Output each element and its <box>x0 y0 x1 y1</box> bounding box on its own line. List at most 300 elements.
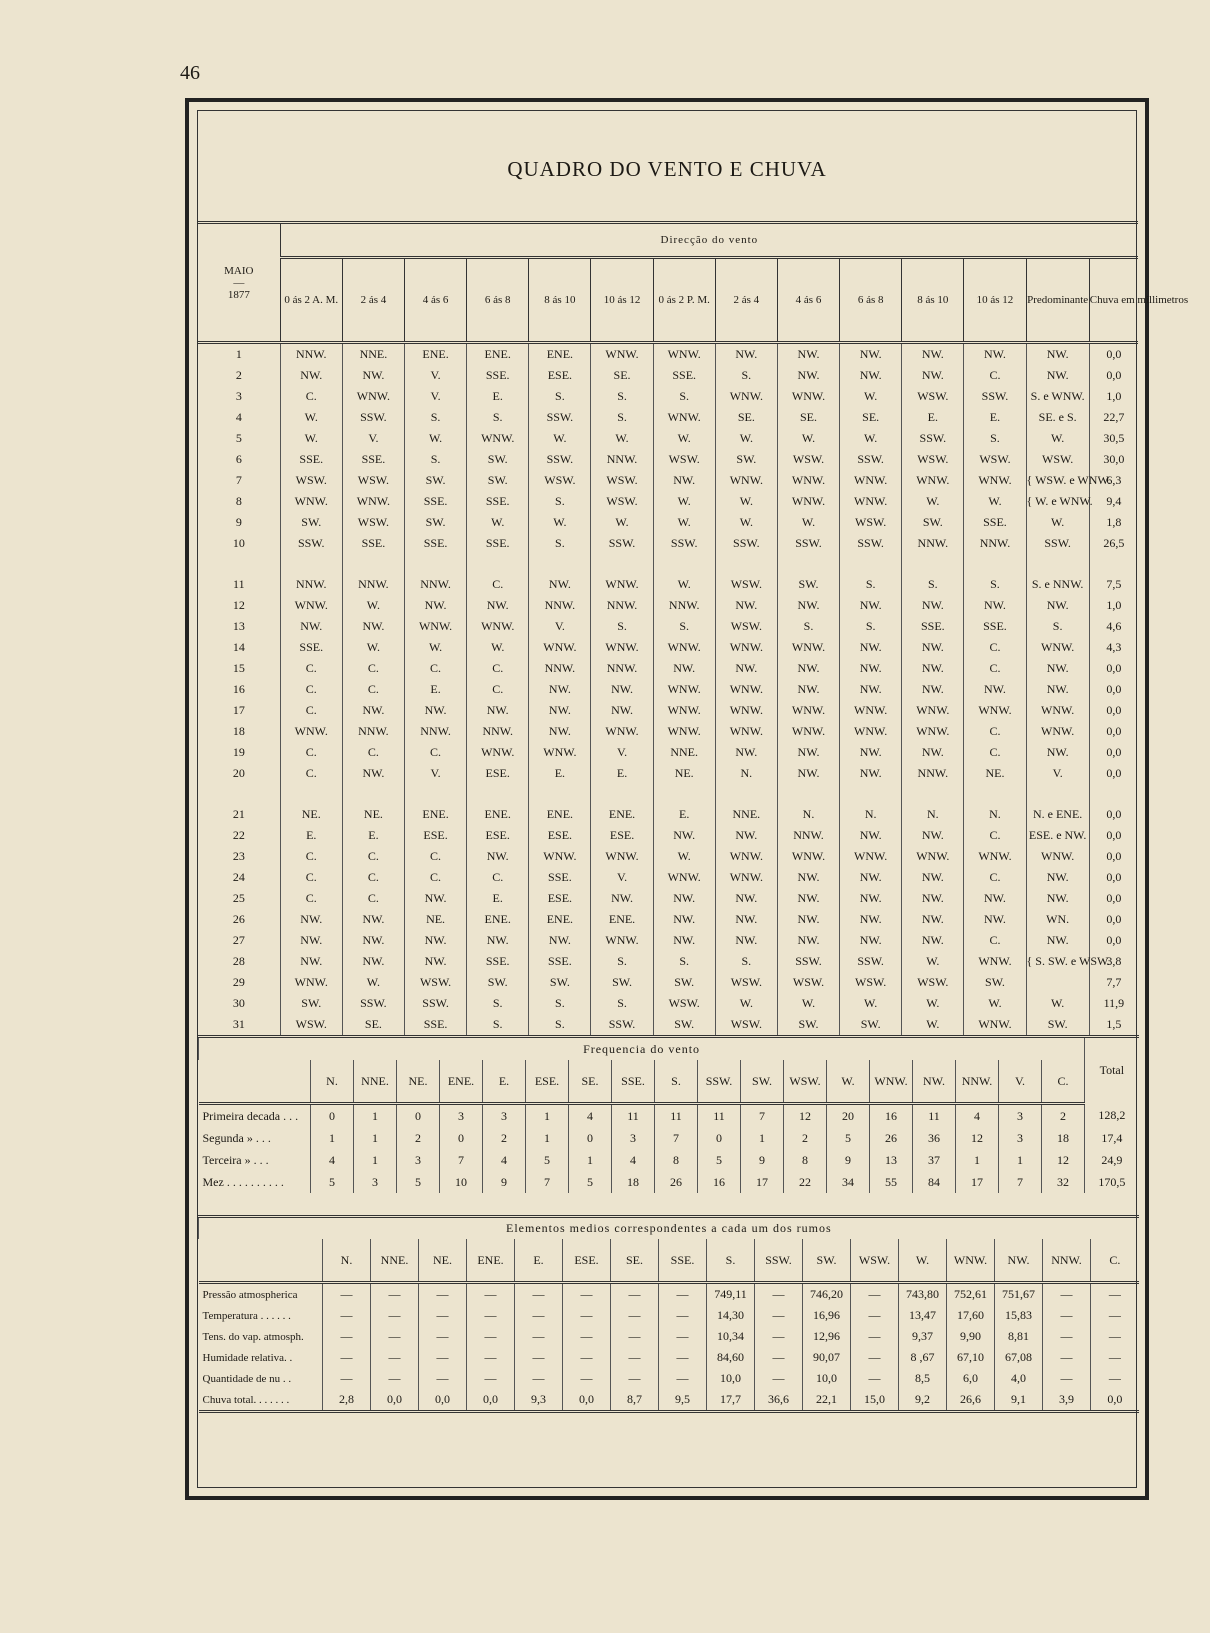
year-label: 1877 <box>227 288 250 301</box>
table-cell: NW. <box>1026 595 1089 616</box>
frequency-total: 170,5 <box>1085 1171 1139 1193</box>
elements-cell: 9,37 <box>899 1326 947 1347</box>
column-header: 2 ás 4 <box>715 258 777 343</box>
elements-cell: — <box>515 1368 563 1389</box>
table-cell: 0,0 <box>1089 909 1138 930</box>
table-cell: ESE. <box>467 763 529 784</box>
table-cell: NW. <box>404 930 466 951</box>
table-cell: S. <box>964 428 1026 449</box>
elements-cell: 0,0 <box>563 1389 611 1412</box>
frequency-total: 128,2 <box>1085 1104 1139 1128</box>
table-cell: NW. <box>902 867 964 888</box>
day-row <box>198 888 1138 909</box>
table-cell: S. <box>467 993 529 1014</box>
frequency-row <box>199 1149 1139 1171</box>
table-cell: WSW. <box>715 574 777 595</box>
column-header: 0 ás 2 P. M. <box>653 258 715 343</box>
table-cell: WNW. <box>653 867 715 888</box>
table-cell: C. <box>964 365 1026 386</box>
day-row <box>198 512 1138 533</box>
table-cell: ENE. <box>467 909 529 930</box>
table-cell: NW. <box>342 616 404 637</box>
gap-cell <box>1089 554 1138 574</box>
table-cell: WNW. <box>591 637 653 658</box>
table-cell: NW. <box>964 343 1026 366</box>
day-number: 13 <box>232 619 245 633</box>
day-number: 17 <box>232 703 245 717</box>
table-cell: NW. <box>840 888 902 909</box>
table-cell: WNW. <box>964 470 1026 491</box>
table-cell: NNW. <box>902 533 964 554</box>
table-cell: WNW. <box>777 700 839 721</box>
table-cell: W. <box>715 491 777 512</box>
table-cell: C. <box>280 679 342 700</box>
gap-cell <box>280 784 342 804</box>
table-cell: NW. <box>280 951 342 972</box>
gap-cell <box>777 554 839 574</box>
table-cell: SW. <box>467 470 529 491</box>
table-cell: NW. <box>840 595 902 616</box>
frequency-cell: 34 <box>827 1171 870 1193</box>
table-cell: WNW. <box>715 386 777 407</box>
elements-row-label: Chuva total. . . . . . . <box>202 1393 290 1406</box>
table-cell: C. <box>964 637 1026 658</box>
elements-header: WSW. <box>851 1239 899 1283</box>
day-row <box>198 428 1138 449</box>
table-cell: W. <box>715 993 777 1014</box>
frequency-header: W. <box>827 1060 870 1104</box>
day-number: 21 <box>232 807 245 821</box>
table-cell: V. <box>404 365 466 386</box>
elements-cell: — <box>323 1368 371 1389</box>
table-cell: WNW. <box>902 846 964 867</box>
table-cell: NNW. <box>591 658 653 679</box>
table-cell: SSW. <box>529 407 591 428</box>
day-row <box>198 1014 1138 1035</box>
table-cell: SSW. <box>715 533 777 554</box>
table-cell: ENE. <box>591 909 653 930</box>
table-cell: NW. <box>840 763 902 784</box>
day-row <box>198 909 1138 930</box>
table-cell: S. <box>653 951 715 972</box>
table-cell: C. <box>280 846 342 867</box>
table-cell: 1,0 <box>1089 386 1138 407</box>
day-number: 29 <box>232 975 245 989</box>
day-number: 11 <box>233 577 245 591</box>
table-cell: NNW. <box>280 574 342 595</box>
table-cell: NE. <box>653 763 715 784</box>
table-cell: SW. <box>1026 1014 1089 1035</box>
table-cell: WNW. <box>964 700 1026 721</box>
table-cell: E. <box>342 825 404 846</box>
elements-cell: 3,9 <box>1043 1389 1091 1412</box>
elements-header: NW. <box>995 1239 1043 1283</box>
table-cell: C. <box>964 867 1026 888</box>
table-cell: 0,0 <box>1089 825 1138 846</box>
table-cell: SSW. <box>591 1014 653 1035</box>
table-cell: V. <box>591 867 653 888</box>
table-cell: SE. <box>777 407 839 428</box>
table-cell: WSW. <box>591 491 653 512</box>
frequency-cell: 4 <box>612 1149 655 1171</box>
table-cell: NE. <box>280 804 342 825</box>
elements-cell: — <box>1043 1283 1091 1306</box>
elements-cell: 36,6 <box>755 1389 803 1412</box>
table-cell: NW. <box>777 658 839 679</box>
frequency-cell: 7 <box>999 1171 1042 1193</box>
elements-cell: — <box>419 1305 467 1326</box>
elements-cell: 9,90 <box>947 1326 995 1347</box>
table-cell: NW. <box>964 595 1026 616</box>
table-cell: S. <box>467 1014 529 1035</box>
elements-row <box>199 1389 1139 1412</box>
elements-corner <box>199 1239 323 1283</box>
frequency-cell: 22 <box>784 1171 827 1193</box>
table-cell: NW. <box>902 637 964 658</box>
frequency-cell: 1 <box>354 1149 397 1171</box>
day-number: 4 <box>235 410 242 424</box>
elements-cell: — <box>611 1305 659 1326</box>
mean-elements-table <box>198 1215 1139 1413</box>
table-cell: NW. <box>1026 365 1089 386</box>
table-cell: NW. <box>1026 679 1089 700</box>
table-cell: NW. <box>840 679 902 700</box>
table-cell: WSW. <box>715 616 777 637</box>
elements-cell: — <box>419 1368 467 1389</box>
table-cell: E. <box>280 825 342 846</box>
table-cell: 0,0 <box>1089 804 1138 825</box>
frequency-cell: 0 <box>311 1104 354 1128</box>
table-cell: NW. <box>777 867 839 888</box>
table-cell: { S. SW. e WSW. <box>1026 951 1089 972</box>
table-cell: S. <box>529 386 591 407</box>
table-cell: S. <box>715 365 777 386</box>
day-number: 28 <box>232 954 245 968</box>
elements-row-label: Pressão atmospherica <box>202 1288 298 1301</box>
table-cell: WNW. <box>591 574 653 595</box>
frequency-cell: 11 <box>655 1104 698 1128</box>
table-cell: N. <box>840 804 902 825</box>
table-cell: S. <box>529 491 591 512</box>
day-row <box>198 343 1138 366</box>
frequency-header: C. <box>1042 1060 1085 1104</box>
frequency-cell: 8 <box>784 1149 827 1171</box>
table-cell: 26,5 <box>1089 533 1138 554</box>
table-cell: N. <box>964 804 1026 825</box>
elements-cell: — <box>371 1305 419 1326</box>
table-cell: C. <box>964 658 1026 679</box>
table-cell: S. <box>529 533 591 554</box>
table-cell: NNE. <box>653 742 715 763</box>
elements-cell: 26,6 <box>947 1389 995 1412</box>
table-cell: SSE. <box>280 449 342 470</box>
elements-cell: — <box>659 1305 707 1326</box>
table-cell: 7,5 <box>1089 574 1138 595</box>
table-cell: C. <box>964 742 1026 763</box>
wind-frequency-table <box>198 1035 1139 1193</box>
elements-cell: 90,07 <box>803 1347 851 1368</box>
table-cell: ENE. <box>529 909 591 930</box>
table-cell: W. <box>1026 993 1089 1014</box>
table-cell: NW. <box>902 909 964 930</box>
frequency-title: Frequencia do vento <box>199 1037 1085 1061</box>
table-cell: 0,0 <box>1089 867 1138 888</box>
elements-cell: — <box>323 1305 371 1326</box>
table-cell: C. <box>404 742 466 763</box>
day-number: 20 <box>232 766 245 780</box>
elements-header: SE. <box>611 1239 659 1283</box>
elements-cell: 8,5 <box>899 1368 947 1389</box>
day-number: 16 <box>232 682 245 696</box>
frequency-cell: 1 <box>311 1127 354 1149</box>
frequency-cell: 5 <box>569 1171 612 1193</box>
table-cell: 0,0 <box>1089 365 1138 386</box>
table-cell: SW. <box>467 449 529 470</box>
frequency-cell: 5 <box>397 1171 440 1193</box>
column-header: 4 ás 6 <box>404 258 466 343</box>
frequency-corner <box>199 1060 311 1104</box>
table-cell: NNW. <box>467 721 529 742</box>
table-cell: S. <box>840 616 902 637</box>
elements-cell: — <box>467 1347 515 1368</box>
month-divider: — <box>233 276 245 289</box>
table-cell: NW. <box>777 595 839 616</box>
table-cell: NW. <box>280 365 342 386</box>
page-number: 46 <box>180 62 200 84</box>
elements-cell: — <box>563 1326 611 1347</box>
table-cell: WSW. <box>653 993 715 1014</box>
frequency-cell: 4 <box>956 1104 999 1128</box>
gap-cell <box>342 784 404 804</box>
gap-cell <box>467 784 529 804</box>
table-cell: WNW. <box>529 846 591 867</box>
table-cell: NE. <box>342 804 404 825</box>
table-cell: W. <box>591 428 653 449</box>
table-cell: WNW. <box>902 700 964 721</box>
table-cell: S. <box>529 993 591 1014</box>
table-cell: NW. <box>342 909 404 930</box>
table-cell: WNW. <box>964 846 1026 867</box>
table-cell: NNW. <box>342 574 404 595</box>
elements-title: Elementos medios correspondentes a cada um dos rumos <box>199 1217 1139 1240</box>
table-cell: ENE. <box>467 804 529 825</box>
elements-cell: 15,0 <box>851 1389 899 1412</box>
table-cell: S. <box>404 407 466 428</box>
table-cell: WNW. <box>840 470 902 491</box>
table-cell: S. <box>777 616 839 637</box>
elements-header: SSW. <box>755 1239 803 1283</box>
table-cell: NW. <box>840 909 902 930</box>
frequency-header: SW. <box>741 1060 784 1104</box>
table-cell: C. <box>964 825 1026 846</box>
table-cell: WNW. <box>840 700 902 721</box>
elements-cell: — <box>1043 1347 1091 1368</box>
day-row <box>198 867 1138 888</box>
frequency-cell: 9 <box>483 1171 526 1193</box>
gap-cell <box>1026 554 1089 574</box>
day-row <box>198 533 1138 554</box>
table-cell: C. <box>404 846 466 867</box>
elements-cell: — <box>755 1326 803 1347</box>
row-gap <box>198 554 1138 574</box>
table-cell: WNW. <box>777 637 839 658</box>
table-cell: WNW. <box>280 595 342 616</box>
elements-cell: 8 ,67 <box>899 1347 947 1368</box>
elements-header: S. <box>707 1239 755 1283</box>
table-cell: NW. <box>840 637 902 658</box>
table-cell: N. <box>902 804 964 825</box>
table-cell: V. <box>404 386 466 407</box>
frequency-cell: 1 <box>956 1149 999 1171</box>
table-cell: C. <box>467 574 529 595</box>
table-cell: W. <box>653 574 715 595</box>
elements-cell: 746,20 <box>803 1283 851 1306</box>
table-cell: WNW. <box>840 846 902 867</box>
table-cell: SSW. <box>777 533 839 554</box>
frequency-cell: 3 <box>397 1149 440 1171</box>
table-cell: WSW. <box>653 449 715 470</box>
table-cell: W. <box>467 637 529 658</box>
elements-row <box>199 1305 1139 1326</box>
table-cell: WSW. <box>1026 449 1089 470</box>
table-cell: WNW. <box>591 343 653 366</box>
table-cell: W. <box>342 595 404 616</box>
table-cell: SW. <box>404 512 466 533</box>
table-cell: S. <box>591 407 653 428</box>
day-row <box>198 658 1138 679</box>
table-cell: NW. <box>1026 658 1089 679</box>
table-cell: NW. <box>964 909 1026 930</box>
table-cell: WNW. <box>280 491 342 512</box>
table-cell: NNW. <box>777 825 839 846</box>
table-cell: ENE. <box>404 343 466 366</box>
table-cell: NW. <box>715 909 777 930</box>
table-cell: C. <box>280 386 342 407</box>
frequency-cell: 10 <box>440 1171 483 1193</box>
table-cell: NW. <box>404 595 466 616</box>
table-cell: WNW. <box>653 721 715 742</box>
elements-cell: 12,96 <box>803 1326 851 1347</box>
frequency-cell: 0 <box>569 1127 612 1149</box>
elements-cell: 84,60 <box>707 1347 755 1368</box>
frequency-cell: 16 <box>698 1171 741 1193</box>
elements-row <box>199 1347 1139 1368</box>
table-cell: E. <box>467 386 529 407</box>
table-cell: NW. <box>1026 742 1089 763</box>
table-cell: 0,0 <box>1089 742 1138 763</box>
table-cell: WSW. <box>777 972 839 993</box>
gap-cell <box>198 784 280 804</box>
day-row <box>198 700 1138 721</box>
table-cell: NW. <box>715 595 777 616</box>
elements-cell: 749,11 <box>707 1283 755 1306</box>
table-cell: NW. <box>840 343 902 366</box>
table-cell: 0,0 <box>1089 888 1138 909</box>
day-row <box>198 825 1138 846</box>
table-cell: SW. <box>902 512 964 533</box>
table-cell: 4,3 <box>1089 637 1138 658</box>
elements-cell: — <box>419 1283 467 1306</box>
table-cell: NW. <box>715 658 777 679</box>
table-cell: SSE. <box>467 365 529 386</box>
row-gap <box>198 784 1138 804</box>
table-cell: S. e NNW. <box>1026 574 1089 595</box>
elements-row-label: Tens. do vap. atmosph. <box>202 1330 304 1343</box>
column-header: Predominante <box>1026 258 1089 343</box>
frequency-header: E. <box>483 1060 526 1104</box>
table-cell: 22,7 <box>1089 407 1138 428</box>
column-header: 4 ás 6 <box>777 258 839 343</box>
table-cell: C. <box>342 742 404 763</box>
table-cell: S. <box>653 616 715 637</box>
frequency-header: NNW. <box>956 1060 999 1104</box>
elements-cell: — <box>467 1283 515 1306</box>
table-cell: SSE. <box>342 449 404 470</box>
table-cell: 30,0 <box>1089 449 1138 470</box>
table-cell: S. <box>964 574 1026 595</box>
table-cell: NW. <box>902 930 964 951</box>
frequency-cell: 12 <box>784 1104 827 1128</box>
day-number: 23 <box>232 849 245 863</box>
day-number: 18 <box>232 724 245 738</box>
table-cell: C. <box>404 658 466 679</box>
table-cell: WNW. <box>715 846 777 867</box>
frequency-cell: 13 <box>870 1149 913 1171</box>
day-row <box>198 595 1138 616</box>
table-cell: W. <box>404 637 466 658</box>
table-cell: S. e WNW. <box>1026 386 1089 407</box>
day-row <box>198 951 1138 972</box>
column-header: 6 ás 8 <box>840 258 902 343</box>
table-cell: W. <box>591 512 653 533</box>
day-number: 10 <box>232 536 245 550</box>
frequency-cell: 9 <box>827 1149 870 1171</box>
wind-direction-table <box>198 221 1189 1035</box>
elements-cell: — <box>659 1283 707 1306</box>
table-cell: 0,0 <box>1089 658 1138 679</box>
table-cell: WNW. <box>342 491 404 512</box>
table-cell: ENE. <box>529 343 591 366</box>
frequency-cell: 1 <box>569 1149 612 1171</box>
elements-cell: 8,7 <box>611 1389 659 1412</box>
elements-cell: — <box>371 1283 419 1306</box>
frequency-cell: 7 <box>655 1127 698 1149</box>
elements-cell: — <box>659 1347 707 1368</box>
table-cell: ESE. <box>404 825 466 846</box>
elements-cell: — <box>371 1326 419 1347</box>
elements-cell: — <box>563 1368 611 1389</box>
table-cell: WNW. <box>902 721 964 742</box>
table-cell: WSW. <box>715 1014 777 1035</box>
table-cell: WSW. <box>964 449 1026 470</box>
table-cell: S. <box>591 951 653 972</box>
day-number: 26 <box>232 912 245 926</box>
table-cell: NW. <box>902 679 964 700</box>
page-title: QUADRO DO VENTO E CHUVA <box>507 157 827 181</box>
day-number: 27 <box>232 933 245 947</box>
elements-cell: 67,10 <box>947 1347 995 1368</box>
gap-cell <box>529 784 591 804</box>
table-cell: NNW. <box>404 721 466 742</box>
table-cell: NW. <box>404 700 466 721</box>
table-cell: NE. <box>964 763 1026 784</box>
table-cell: C. <box>964 930 1026 951</box>
table-cell: S. <box>840 574 902 595</box>
table-cell: SW. <box>653 1014 715 1035</box>
frequency-total: 24,9 <box>1085 1149 1139 1171</box>
table-cell: NW. <box>715 930 777 951</box>
table-cell: S. <box>404 449 466 470</box>
